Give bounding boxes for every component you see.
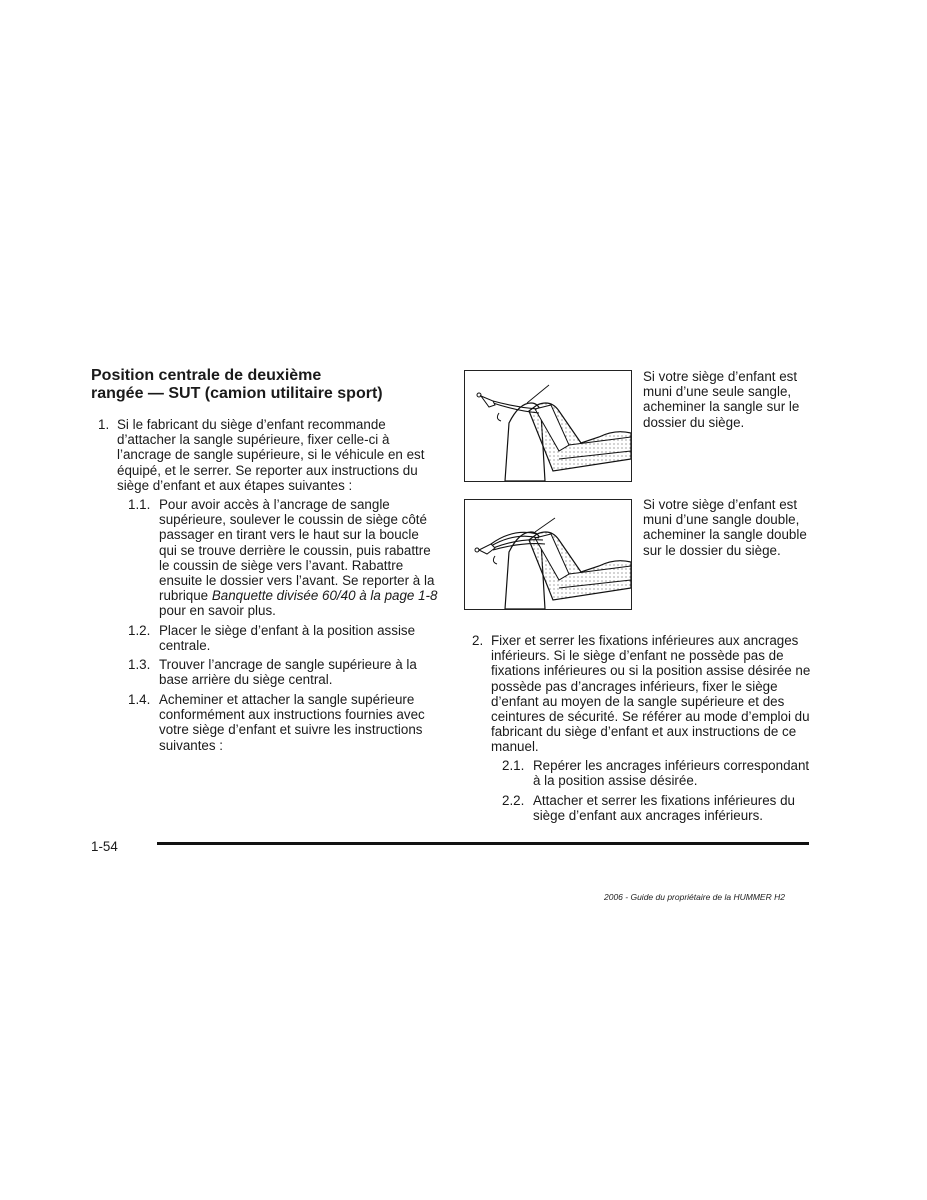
cross-reference-link[interactable]: Banquette divisée 60/40 à la page 1-8 [211, 588, 438, 604]
figure-caption-1: Si votre siège d’enfant est muni d’une seule sangle, acheminer la sangle sur le dossier du siège. [643, 369, 800, 430]
double-tether-illustration [465, 500, 631, 609]
sub-text: Trouver l’ancrage de sangle supérieure à la base arrière du siège central. [159, 657, 417, 688]
page-number: 1-54 [91, 839, 118, 854]
figure-double-tether [464, 499, 632, 610]
sub-text-tail: pour en savoir plus. [159, 603, 276, 619]
list-text: Si le fabricant du siège d’enfant recommande d’attacher la sangle supérieure, fixer celle-ci à l’ancrage de sangle supérieure, si le véhicule en est équipé, et le serrer. Se reporter aux instructions du siège d’enfant et aux étapes suivantes : [117, 417, 425, 493]
sub-text: Placer le siège d’enfant à la position assise centrale. [159, 623, 416, 654]
list-number: 1. [98, 417, 110, 432]
figure-caption-2: Si votre siège d’enfant est muni d’une sangle double, acheminer la sangle double sur le dossier du siège. [643, 497, 807, 558]
single-tether-illustration [465, 371, 631, 481]
sub-number: 2.1. [502, 758, 525, 773]
sub-text: Repérer les ancrages inférieurs correspondant à la position assise désirée. [533, 758, 810, 789]
sub-text [159, 497, 438, 619]
section-title-line2: rangée — SUT (camion utilitaire sport) [91, 385, 383, 402]
figure-single-tether [464, 370, 632, 482]
sub-number: 1.1. [128, 497, 151, 512]
sub-number: 1.3. [128, 657, 151, 672]
sub-number: 1.4. [128, 692, 151, 707]
sub-number: 2.2. [502, 793, 525, 808]
section-title-line1: Position centrale de deuxième [91, 367, 322, 384]
list-text: Fixer et serrer les fixations inférieures aux ancrages inférieurs. Si le siège d’enfant ne possède pas de fixations inférieures ou si la position assise désirée ne possède pas d’ancrages inférieurs, fixer le siège d’enfant au moyen de la sangle supérieure et des ceintures de sécurité. Se référer au mode d’emploi du fabricant du siège d’enfant et aux instructions de ce manuel. [491, 633, 811, 755]
list-number: 2. [472, 633, 484, 648]
sub-text-lead: Pour avoir accès à l’ancrage de sangle supérieure, soulever le coussin de siège côté passager en tirant vers le haut sur la boucle qui se trouve derrière le coussin, puis rabattre le coussin de siège vers l’avant. Rabattre ensuite le dossier vers l’avant. Se reporter à la rubrique [159, 497, 435, 604]
manual-title: 2006 - Guide du propriétaire de la HUMMER H2 [604, 892, 785, 902]
section-heading [91, 367, 441, 403]
sub-number: 1.2. [128, 623, 151, 638]
sub-text: Attacher et serrer les fixations inférieures du siège d’enfant aux ancrages inférieurs. [533, 793, 795, 824]
footer-divider [157, 842, 809, 845]
sub-text: Acheminer et attacher la sangle supérieure conformément aux instructions fournies avec votre siège d’enfant et suivre les instructions suivantes : [159, 692, 425, 753]
